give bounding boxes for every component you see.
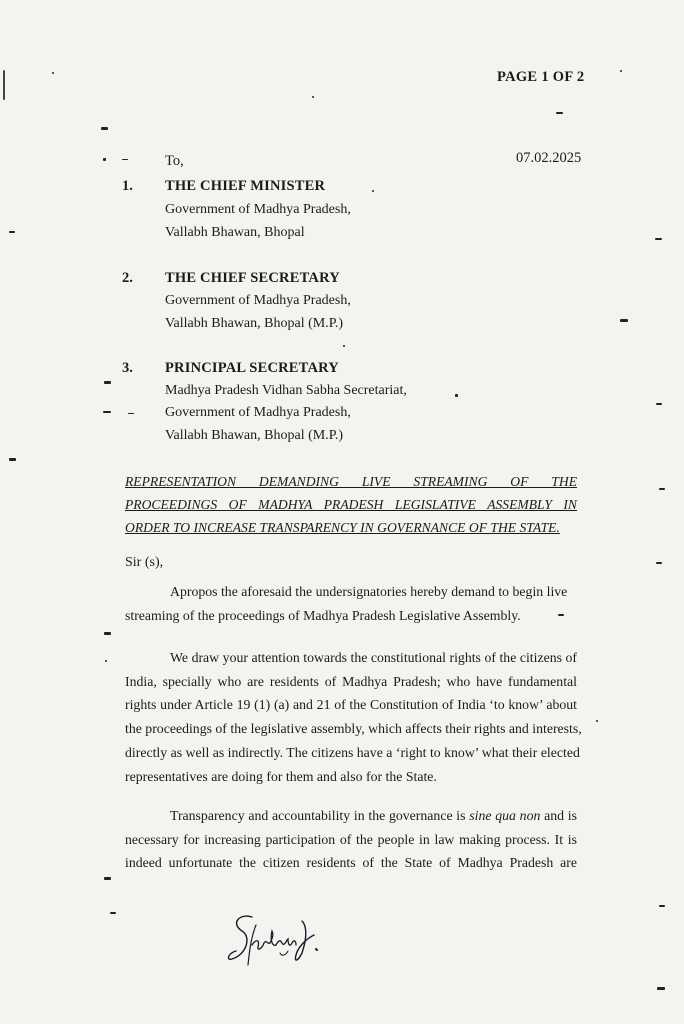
scan-speck: [659, 488, 665, 490]
scan-speck: [104, 877, 111, 880]
scan-speck: [9, 231, 15, 233]
recipient-number: 2.: [122, 270, 133, 286]
scan-speck: [105, 660, 107, 662]
recipient-title: THE CHIEF SECRETARY: [165, 270, 340, 286]
scan-speck: [104, 632, 111, 635]
scan-edge-mark: [3, 70, 5, 100]
recipient-address-line: Vallabh Bhawan, Bhopal: [165, 225, 305, 240]
paragraph-line: directly as well as indirectly. The citizens have a ‘right to know’ what their elected: [125, 744, 580, 760]
scan-speck: [372, 190, 374, 192]
to-label: To,: [165, 153, 184, 169]
latin-phrase: sine qua non: [469, 808, 541, 823]
subject-line: ORDER TO INCREASE TRANSPARENCY IN GOVERNANCE OF THE STATE.: [125, 520, 560, 535]
scan-speck: [655, 238, 662, 240]
scan-speck: [101, 127, 108, 130]
paragraph-text: Transparency and accountability in the governance is: [170, 808, 470, 823]
paragraph-2: [125, 646, 582, 788]
recipient-title: PRINCIPAL SECRETARY: [165, 360, 339, 376]
recipient-address-line: Government of Madhya Pradesh,: [165, 293, 351, 308]
scan-speck: [343, 345, 345, 347]
paragraph-line: rights under Article 19 (1) (a) and 21 of the Constitution of India ‘to know’ about: [125, 697, 577, 713]
scan-speck: [656, 562, 662, 564]
page-number: PAGE 1 OF 2: [497, 69, 585, 85]
recipient-address-line: Government of Madhya Pradesh,: [165, 405, 351, 420]
scan-speck: [52, 72, 54, 74]
recipient-title: THE CHIEF MINISTER: [165, 178, 326, 194]
paragraph-line: streaming of the proceedings of Madhya Pradesh Legislative Assembly.: [125, 607, 521, 623]
signature-image: [222, 905, 332, 975]
scan-speck: [312, 96, 314, 98]
scan-speck: [104, 381, 111, 384]
paragraph-line: We draw your attention towards the constitutional rights of the citizens of: [170, 650, 577, 665]
recipient-address-line: Vallabh Bhawan, Bhopal (M.P.): [165, 316, 344, 331]
paragraph-line: Apropos the aforesaid the undersignatories hereby demand to begin live: [170, 584, 568, 599]
letter-date: 07.02.2025: [516, 150, 582, 166]
scan-speck: [657, 987, 665, 990]
recipient-number: 1.: [122, 178, 133, 194]
salutation: Sir (s),: [125, 555, 164, 570]
paragraph-text: and is: [540, 808, 577, 823]
recipient-address-line: Madhya Pradesh Vidhan Sabha Secretariat,: [165, 383, 407, 398]
scan-speck: [122, 159, 128, 160]
paragraph-line: indeed unfortunate the citizen residents of the State of Madhya Pradesh are: [125, 855, 577, 871]
paragraph-1: [125, 580, 577, 627]
recipient-number: 3.: [122, 360, 133, 376]
paragraph-line: the proceedings of the legislative assembly, which affects their rights and interests,: [125, 721, 582, 737]
paragraph-line: representatives are doing for them and also for the State.: [125, 768, 437, 784]
scan-speck: [128, 413, 134, 414]
paragraph-line: India, specially who are residents of Madhya Pradesh; who have fundamental: [125, 673, 577, 689]
paragraph-line: [125, 804, 577, 828]
scan-speck: [103, 411, 111, 413]
scan-speck: [656, 403, 662, 405]
paragraph-3: [125, 804, 577, 875]
subject-line: PROCEEDINGS OF MADHYA PRADESH LEGISLATIVE ASSEMBLY IN: [125, 497, 577, 512]
scan-speck: [659, 905, 665, 907]
subject-heading: [125, 470, 577, 539]
paragraph-line: necessary for increasing participation of the people in law making process. It is: [125, 831, 577, 847]
scan-speck: [110, 912, 116, 914]
recipient-address-line: Government of Madhya Pradesh,: [165, 202, 351, 217]
recipient-address-line: Vallabh Bhawan, Bhopal (M.P.): [165, 428, 344, 443]
scan-speck: [103, 158, 106, 161]
scan-speck: [9, 458, 16, 461]
scan-speck: [556, 112, 563, 114]
scan-speck: [620, 319, 628, 322]
scan-speck: [596, 720, 598, 722]
scan-speck: [455, 394, 458, 397]
scan-speck: [620, 70, 622, 72]
scan-speck: [558, 614, 564, 616]
subject-line: REPRESENTATION DEMANDING LIVE STREAMING OF THE: [125, 474, 577, 489]
